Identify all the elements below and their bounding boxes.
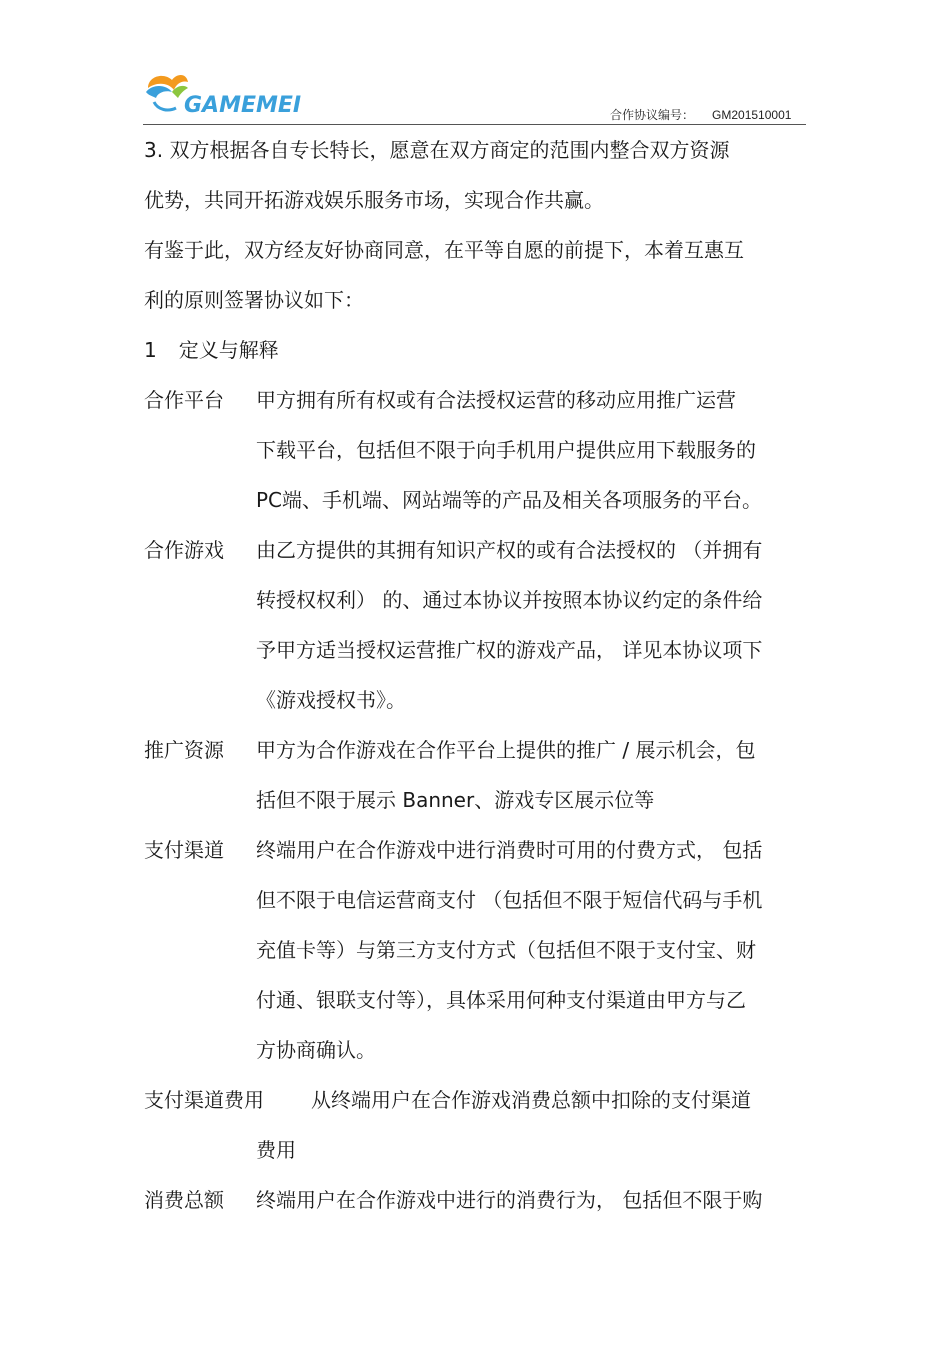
definition-line: 括但不限于展示 Banner、游戏专区展示位等 [256,788,655,812]
definition-line: 终端用户在合作游戏中进行的消费行为， 包括但不限于购 [256,1188,763,1212]
definition-term-promotion: 推广资源 [144,738,224,762]
header-divider [143,124,806,125]
definition-line: 予甲方适当授权运营推广权的游戏产品， 详见本协议项下 [256,638,763,662]
section-number: 1 [144,338,157,362]
definition-term-total-spend: 消费总额 [144,1188,224,1212]
section-title: 定义与解释 [178,338,279,362]
definition-line: 甲方拥有所有权或有合法授权运营的移动应用推广运营 [256,388,736,412]
definition-line: 付通、银联支付等），具体采用何种支付渠道由甲方与乙 [256,988,746,1012]
definition-term-payment-channel: 支付渠道 [144,838,224,862]
definition-line: 甲方为合作游戏在合作平台上提供的推广 / 展示机会，包 [256,738,756,762]
definition-line: 下载平台，包括但不限于向手机用户提供应用下载服务的 [256,438,756,462]
definition-term-platform: 合作平台 [144,388,224,412]
paragraph-4-line-1: 有鉴于此，双方经友好协商同意，在平等自愿的前提下，本着互惠互 [144,238,744,262]
contract-number-value: GM201510001 [712,108,792,122]
definition-term-payment-fee: 支付渠道费用 [144,1088,264,1112]
definition-line: 方协商确认。 [256,1038,376,1062]
paragraph-3-line-2: 优势，共同开拓游戏娱乐服务市场，实现合作共赢。 [144,188,604,212]
contract-number-label: 合作协议编号： [610,108,695,122]
definition-line: 终端用户在合作游戏中进行消费时可用的付费方式， 包括 [256,838,763,862]
definition-term-game: 合作游戏 [144,538,224,562]
contract-number-header [610,106,791,123]
definition-line: 转授权权利） 的、通过本协议并按照本协议约定的条件给 [256,588,763,612]
section-1-heading [144,336,279,364]
logo-emblem-icon [142,68,312,124]
definition-line: 但不限于电信运营商支付 （包括但不限于短信代码与手机 [256,888,763,912]
definition-line: 由乙方提供的其拥有知识产权的或有合法授权的 （并拥有 [256,538,763,562]
definition-line: 费用 [256,1138,296,1162]
paragraph-3-line-1: 3. 双方根据各自专长特长，愿意在双方商定的范围内整合双方资源 [144,138,730,162]
definition-line: PC端、手机端、网站端等的产品及相关各项服务的平台。 [256,488,763,512]
definition-line: 《游戏授权书》。 [256,688,406,712]
gamemei-logo [142,68,312,124]
paragraph-4-line-2: 利的原则签署协议如下： [144,288,364,312]
definition-line: 充值卡等）与第三方支付方式（包括但不限于支付宝、财 [256,938,756,962]
definition-line: 从终端用户在合作游戏消费总额中扣除的支付渠道 [311,1088,751,1112]
logo-wordmark: GAMEMEI [184,93,302,118]
